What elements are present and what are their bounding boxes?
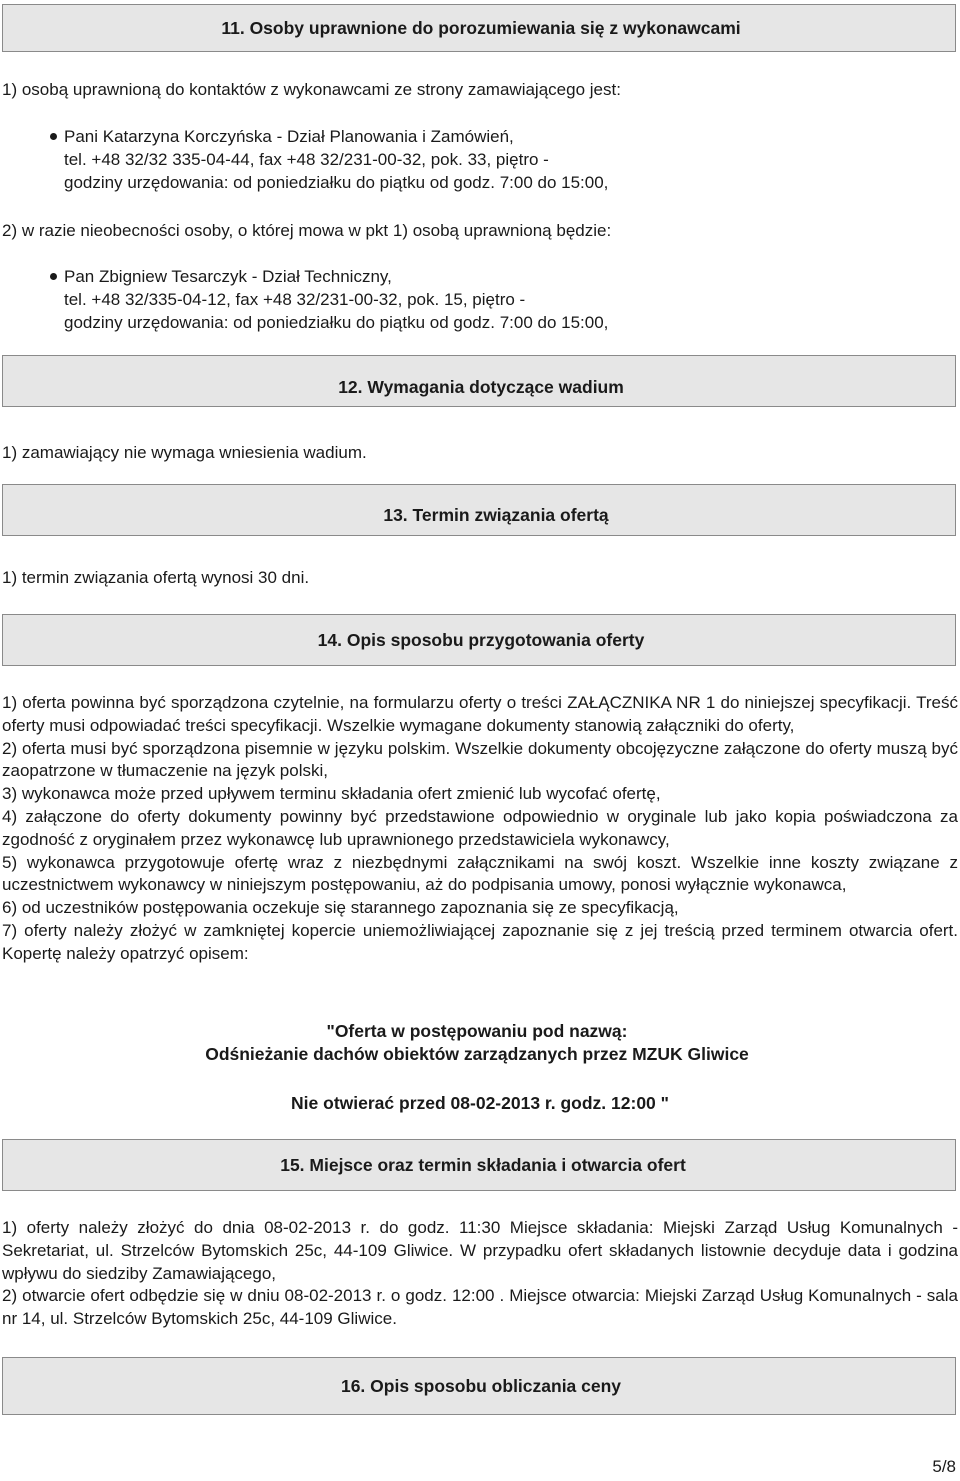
section-13-header — [2, 484, 956, 536]
s14-item-2: 2) oferta musi być sporządzona pisemnie w języku polskim. Wszelkie dokumenty obcojęzyczne załączone do oferty muszą być zaopatrzone w tłumaczenie na język polski, — [2, 738, 958, 781]
s14-item-6: 6) od uczestników postępowania oczekuje się starannego zapoznania się ze specyfikacją, — [2, 898, 679, 918]
s11-intro-1: 1) osobą uprawnioną do kontaktów z wykonawcami ze strony zamawiającego jest: — [2, 80, 621, 99]
section-11-title: 11. Osoby uprawnione do porozumiewania się z wykonawcami — [221, 18, 741, 38]
envelope-line-2: Odśnieżanie dachów obiektów zarządzanych przez MZUK Gliwice — [205, 1044, 749, 1064]
section-12-title: 12. Wymagania dotyczące wadium — [338, 377, 624, 397]
section-16-title: 16. Opis sposobu obliczania ceny — [340, 1376, 622, 1396]
s13-text: 1) termin związania ofertą wynosi 30 dni. — [2, 568, 310, 587]
s12-text: 1) zamawiający nie wymaga wniesienia wadium. — [2, 443, 367, 462]
bullet-icon — [50, 133, 57, 140]
s14-item-3: 3) wykonawca może przed upływem terminu składania ofert zmienić lub wycofać ofertę, — [2, 784, 661, 804]
s11-person1-line2: tel. +48 32/32 335-04-44, fax +48 32/231-00-32, pok. 33, piętro - — [64, 150, 549, 169]
s11-person2-line1: Pan Zbigniew Tesarczyk - Dział Techniczny, — [64, 267, 392, 286]
bullet-icon — [50, 273, 57, 280]
s11-person2-line3: godziny urzędowania: od poniedziałku do piątku od godz. 7:00 do 15:00, — [64, 313, 609, 332]
page-number: 5/8 — [932, 1457, 956, 1476]
section-11-header — [2, 4, 956, 52]
section-13-title: 13. Termin związania ofertą — [383, 505, 609, 525]
s14-item-1: 1) oferta powinna być sporządzona czytelnie, na formularzu oferty o treści ZAŁĄCZNIKA NR 1 do niniejszej specyfikacji. Treść oferty musi odpowiadać treści specyfikacji. Wszelkie wymagane dokumenty stanowią załączniki do oferty, — [2, 693, 958, 735]
s15-item-1: 1) oferty należy złożyć do dnia 08-02-2013 r. do godz. 11:30 Miejsce składania: Miejski Zarząd Usług Komunalnych - Sekretariat, ul. Strzelców Bytomskich 25c, 44-109 Gliwice. W przypadku ofert składanych listownie decyduje data i godzina wpływu do siedziby Zamawiającego, — [2, 1218, 958, 1283]
s15-body — [2, 1217, 958, 1331]
s14-item-7: 7) oferty należy złożyć w zamkniętej kopercie uniemożliwiającej zapoznanie się z jej treścią przed terminem otwarcia ofert. Kopertę należy opatrzyć opisem: — [2, 920, 958, 963]
section-14-header — [2, 614, 956, 666]
section-16-header — [2, 1357, 956, 1415]
s15-item-2: 2) otwarcie ofert odbędzie się w dniu 08-02-2013 r. o godz. 12:00 . Miejsce otwarcia: Miejski Zarząd Usług Komunalnych - sala nr 14, ul. Strzelców Bytomskich 25c, 44-109 Gliwice. — [2, 1286, 958, 1329]
section-12-header — [2, 355, 956, 407]
section-15-header — [2, 1139, 956, 1191]
s11-person2-line2: tel. +48 32/335-04-12, fax +48 32/231-00-32, pok. 15, piętro - — [64, 290, 526, 309]
section-15-title: 15. Miejsce oraz termin składania i otwarcia ofert — [280, 1155, 686, 1175]
s14-body — [2, 692, 958, 966]
s11-person1-line1: Pani Katarzyna Korczyńska - Dział Planowania i Zamówień, — [64, 127, 514, 146]
s14-item-5: 5) wykonawca przygotowuje ofertę wraz z niezbędnymi załącznikami na swój koszt. Wszelkie inne koszty związane z uczestnictwem wykonawcy w niniejszym postępowaniu, aż do podpisania umowy, ponosi wyłącznie wykonawca, — [2, 852, 958, 895]
envelope-line-3: Nie otwierać przed 08-02-2013 r. godz. 12:00 " — [291, 1093, 669, 1113]
s11-person1-line3: godziny urzędowania: od poniedziałku do piątku od godz. 7:00 do 15:00, — [64, 173, 609, 192]
envelope-line-1: "Oferta w postępowaniu pod nazwą: — [326, 1021, 628, 1041]
s14-item-4: 4) załączone do oferty dokumenty powinny być przedstawione odpowiednio w oryginale lub jako kopia poświadczona za zgodność z oryginałem przez wykonawcę lub uprawnionego przedstawiciela wykonawcy, — [2, 806, 958, 849]
s11-intro-2: 2) w razie nieobecności osoby, o której mowa w pkt 1) osobą uprawnioną będzie: — [2, 221, 612, 240]
section-14-title: 14. Opis sposobu przygotowania oferty — [317, 630, 645, 650]
